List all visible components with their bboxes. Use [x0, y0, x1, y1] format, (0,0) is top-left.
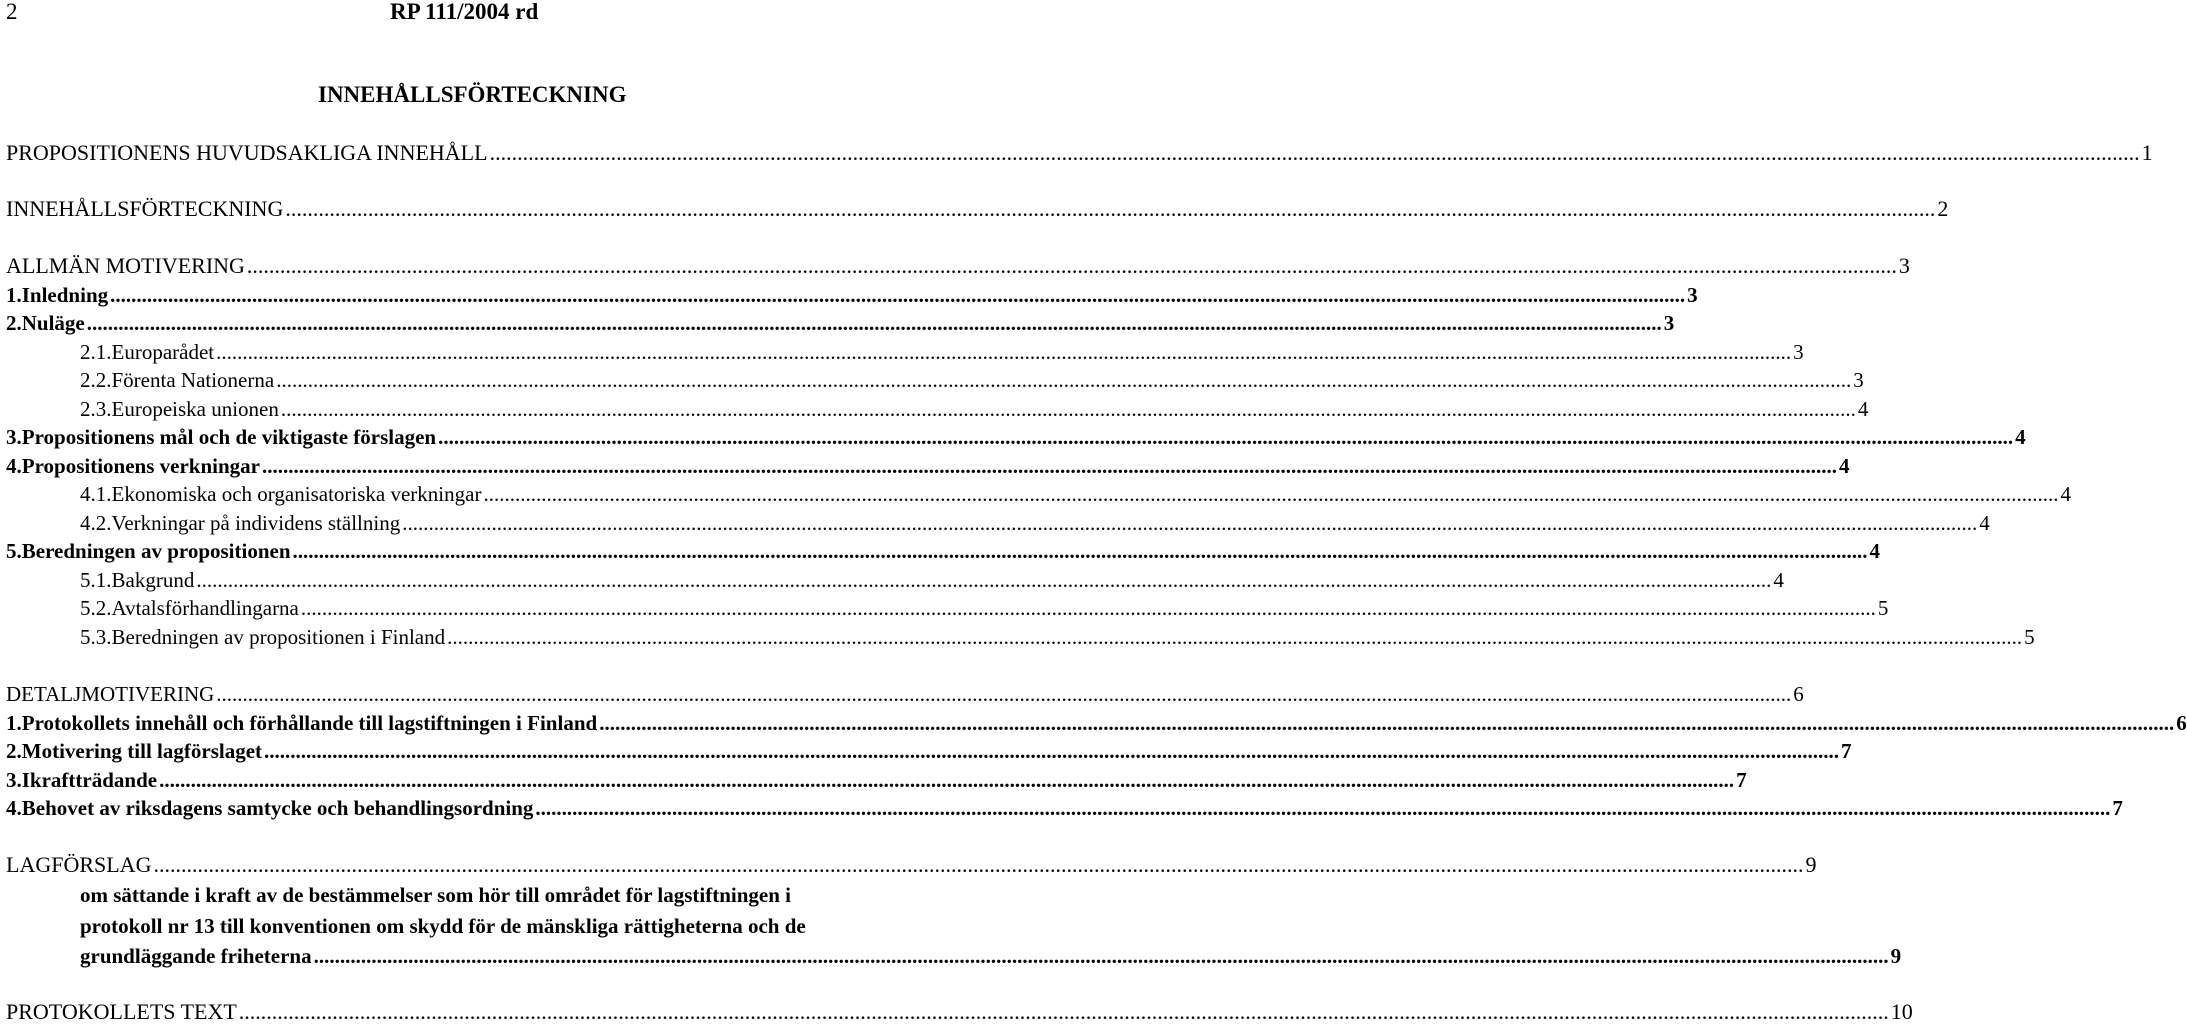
toc-entry-number: 2.3. [80, 397, 112, 421]
toc-entry[interactable] [80, 568, 1784, 592]
document-reference: RP 111/2004 rd [390, 0, 539, 24]
toc-entry-page: 4 [1979, 511, 1990, 535]
toc-entry-page: 3 [1853, 368, 1864, 392]
toc-entry-title: PROTOKOLLETS TEXT [6, 999, 237, 1024]
toc-entry-number: 1. [6, 283, 22, 307]
toc-entry-page: 6 [1793, 682, 1804, 706]
toc-entry-number: 2. [6, 311, 22, 335]
toc-entry-number: 5.3. [80, 625, 112, 649]
toc-entry[interactable] [6, 711, 2187, 735]
toc-entry-number: 2.2. [80, 368, 112, 392]
toc-entry[interactable] [6, 852, 1817, 877]
toc-entry[interactable] [6, 196, 1949, 221]
toc-entry[interactable] [80, 340, 1804, 364]
toc-entry-page: 4 [2060, 482, 2071, 506]
toc-entry-number: 4.2. [80, 511, 112, 535]
toc-entry[interactable] [6, 140, 2153, 165]
toc-entry-page: 10 [1890, 999, 1913, 1024]
toc-entry[interactable] [6, 539, 1881, 563]
toc-entry[interactable] [80, 944, 1902, 968]
toc-entry-title: DETALJMOTIVERING [6, 682, 215, 706]
toc-entry-page: 4 [1773, 568, 1784, 592]
toc-entry-title: LAGFÖRSLAG [6, 852, 152, 877]
toc-entry-title: Ikraftträdande [21, 768, 158, 792]
toc-leader-dots: ............................................................................................................................................................................................................................................................................................................ [276, 368, 1852, 392]
toc-entry-number: 2. [6, 739, 22, 763]
toc-entry-title: Protokollets innehåll och förhållande till lagstiftningen i Finland [21, 711, 598, 735]
toc-entry-title: Europarådet [111, 340, 215, 364]
toc-leader-dots: ............................................................................................................................................................................................................................................................................................................ [110, 283, 1686, 307]
toc-leader-dots: ............................................................................................................................................................................................................................................................................................................ [216, 682, 1792, 706]
toc-entry-number: 4. [6, 454, 22, 478]
toc-entry[interactable] [6, 739, 1852, 763]
toc-entry-number: 3. [6, 425, 22, 449]
toc-leader-dots: ............................................................................................................................................................................................................................................................................................................ [86, 311, 1662, 335]
page-number: 2 [6, 0, 18, 24]
toc-entry[interactable] [80, 625, 2035, 649]
toc-entry[interactable] [6, 283, 1698, 307]
toc-entry-page: 7 [2112, 796, 2123, 820]
toc-leader-dots: ............................................................................................................................................................................................................................................................................................................ [489, 140, 2140, 165]
law-description-line: om sättande i kraft av de bestämmelser som hör till området för lagstiftningen i [80, 883, 792, 907]
law-description-line: protokoll nr 13 till konventionen om skydd för de mänskliga rättigheterna och de [80, 914, 806, 938]
toc-entry-page: 9 [1890, 944, 1902, 968]
toc-leader-dots: ............................................................................................................................................................................................................................................................................................................ [216, 340, 1792, 364]
toc-leader-dots: ............................................................................................................................................................................................................................................................................................................ [447, 625, 2023, 649]
toc-entry-page: 4 [1869, 539, 1881, 563]
toc-entry-page: 3 [1793, 340, 1804, 364]
toc-entry-page: 6 [2176, 711, 2187, 735]
page-title: INNEHÅLLSFÖRTECKNING [318, 82, 627, 107]
toc-entry-page: 4 [1838, 454, 1850, 478]
toc-leader-dots: ............................................................................................................................................................................................................................................................................................................ [313, 944, 1889, 968]
toc-entry-page: 5 [1877, 596, 1889, 620]
toc-leader-dots: ............................................................................................................................................................................................................................................................................................................ [196, 568, 1772, 592]
toc-entry[interactable] [6, 682, 1804, 706]
toc-entry[interactable] [6, 253, 1910, 278]
toc-leader-dots: ............................................................................................................................................................................................................................................................................................................ [261, 454, 1837, 478]
law-proposal-description [80, 880, 954, 942]
toc-leader-dots: ............................................................................................................................................................................................................................................................................................................ [280, 397, 1856, 421]
toc-leader-dots: ............................................................................................................................................................................................................................................................................................................ [438, 425, 2014, 449]
toc-entry-title: Ekonomiska och organisatoriska verkningar [111, 482, 482, 506]
toc-entry-title: Avtalsförhandlingarna [111, 596, 299, 620]
toc-entry[interactable] [6, 796, 2123, 820]
toc-entry-title: Propositionens mål och de viktigaste förslagen [21, 425, 437, 449]
toc-entry-title: Beredningen av propositionen i Finland [111, 625, 446, 649]
toc-entry[interactable] [6, 454, 1850, 478]
toc-entry-number: 4. [6, 796, 22, 820]
toc-entry-title: INNEHÅLLSFÖRTECKNING [6, 196, 284, 221]
toc-entry-title: Förenta Nationerna [111, 368, 275, 392]
toc-entry-number: 4.1. [80, 482, 112, 506]
toc-entry-page: 7 [1736, 768, 1747, 792]
toc-entry-number: 1. [6, 711, 22, 735]
toc-entry-title: ALLMÄN MOTIVERING [6, 253, 245, 278]
toc-entry-title: Motivering till lagförslaget [21, 739, 263, 763]
toc-entry-page: 9 [1805, 852, 1817, 877]
toc-entry-title: Propositionens verkningar [21, 454, 260, 478]
toc-leader-dots: ............................................................................................................................................................................................................................................................................................................ [292, 539, 1868, 563]
toc-entry-title: Verkningar på individens ställning [111, 511, 401, 535]
toc-entry-title: Behovet av riksdagens samtycke och behandlingsordning [21, 796, 534, 820]
toc-entry-title: Europeiska unionen [111, 397, 279, 421]
toc-leader-dots: ............................................................................................................................................................................................................................................................................................................ [599, 711, 2175, 735]
toc-entry-page: 4 [2015, 425, 2026, 449]
toc-leader-dots: ............................................................................................................................................................................................................................................................................................................ [153, 852, 1804, 877]
toc-entry-number: 2.1. [80, 340, 112, 364]
toc-entry-title: Nuläge [21, 311, 85, 335]
toc-entry-number: 5.1. [80, 568, 112, 592]
toc-entry-title: grundläggande friheterna [80, 944, 312, 968]
toc-leader-dots: ............................................................................................................................................................................................................................................................................................................ [300, 596, 1876, 620]
toc-entry-number: 3. [6, 768, 22, 792]
toc-entry[interactable] [6, 999, 1913, 1024]
toc-leader-dots: ............................................................................................................................................................................................................................................................................................................ [402, 511, 1978, 535]
toc-leader-dots: ............................................................................................................................................................................................................................................................................................................ [159, 768, 1735, 792]
toc-entry[interactable] [80, 596, 1889, 620]
toc-leader-dots: ............................................................................................................................................................................................................................................................................................................ [238, 999, 1889, 1024]
toc-entry-title: PROPOSITIONENS HUVUDSAKLIGA INNEHÅLL [6, 140, 488, 165]
toc-leader-dots: ............................................................................................................................................................................................................................................................................................................ [285, 196, 1936, 221]
toc-entry-page: 4 [1857, 397, 1869, 421]
toc-entry-title: Inledning [21, 283, 109, 307]
toc-entry-number: 5. [6, 539, 22, 563]
toc-entry[interactable] [80, 482, 2071, 506]
toc-leader-dots: ............................................................................................................................................................................................................................................................................................................ [264, 739, 1840, 763]
toc-entry-page: 1 [2141, 140, 2153, 165]
toc-entry-title: Bakgrund [111, 568, 195, 592]
toc-leader-dots: ............................................................................................................................................................................................................................................................................................................ [483, 482, 2059, 506]
toc-entry[interactable] [6, 425, 2026, 449]
toc-entry[interactable] [6, 311, 1675, 335]
toc-entry-page: 2 [1937, 196, 1949, 221]
toc-entry[interactable] [80, 511, 1990, 535]
toc-entry-page: 3 [1663, 311, 1675, 335]
toc-entry[interactable] [80, 397, 1869, 421]
toc-entry-page: 3 [1898, 253, 1910, 278]
toc-leader-dots: ............................................................................................................................................................................................................................................................................................................ [246, 253, 1897, 278]
toc-entry-page: 5 [2024, 625, 2035, 649]
toc-entry[interactable] [6, 768, 1747, 792]
toc-entry-page: 3 [1687, 283, 1698, 307]
toc-entry-number: 5.2. [80, 596, 112, 620]
toc-entry[interactable] [80, 368, 1864, 392]
toc-leader-dots: ............................................................................................................................................................................................................................................................................................................ [535, 796, 2111, 820]
toc-entry-title: Beredningen av propositionen [21, 539, 291, 563]
toc-entry-page: 7 [1841, 739, 1852, 763]
